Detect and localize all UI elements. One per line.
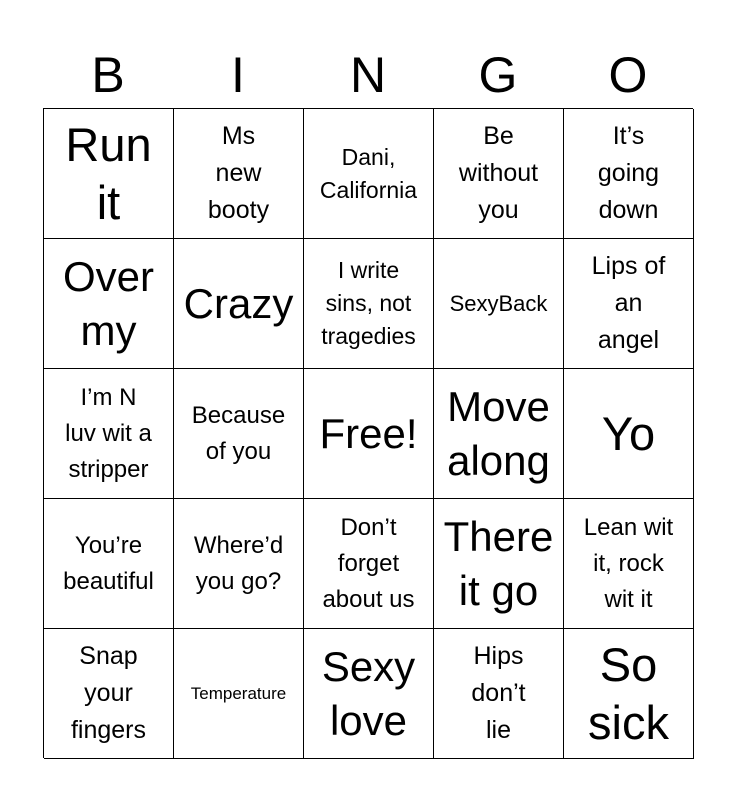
bingo-cell[interactable] [44,109,174,239]
bingo-cell[interactable] [174,239,304,369]
cell-text: Snap your fingers [70,642,147,744]
bingo-cell[interactable] [564,239,694,369]
bingo-cell[interactable] [44,499,174,629]
cell-text: Crazy [183,279,294,327]
bingo-cell[interactable] [174,109,304,239]
cell-text: Be without you [458,122,539,224]
cell-text: I write sins, not tragedies [321,257,416,349]
bingo-card-grid [43,108,693,758]
bingo-header [43,44,693,106]
bingo-cell[interactable] [304,499,434,629]
bingo-cell[interactable] [304,109,434,239]
cell-text: Lean wit it, rock wit it [583,513,674,613]
bingo-cell[interactable] [564,109,694,239]
cell-text: Temperature [190,683,287,703]
cell-text: Ms new booty [207,122,270,224]
bingo-cell[interactable] [434,109,564,239]
bingo-cell[interactable] [304,629,434,759]
bingo-cell[interactable] [434,369,564,499]
bingo-cell[interactable] [564,369,694,499]
cell-text: Free! [319,409,418,457]
header-letter-n: N [349,47,387,103]
cell-text: Lips of an angel [591,252,666,354]
cell-text: There it go [443,512,554,614]
bingo-cell[interactable] [44,629,174,759]
header-letter-b: B [91,47,125,103]
cell-text: It’s going down [597,122,660,224]
cell-text: Over my [62,252,154,354]
bingo-cell[interactable] [434,629,564,759]
bingo-cell[interactable] [174,629,304,759]
cell-text: Don’t forget about us [322,513,415,613]
bingo-cell[interactable] [434,499,564,629]
bingo-cell[interactable] [44,369,174,499]
bingo-cell[interactable] [174,499,304,629]
header-letter-g: G [478,47,518,103]
cell-text: Where’d you go? [193,531,284,595]
bingo-cell[interactable] [304,239,434,369]
bingo-cell[interactable] [174,369,304,499]
cell-text: Run it [65,117,152,229]
cell-text: You’re beautiful [63,531,154,595]
cell-text: I’m N luv wit a stripper [65,383,152,483]
bingo-cell[interactable] [434,239,564,369]
header-letter-o: O [608,47,648,103]
cell-text: Dani, California [319,143,418,203]
cell-text: Yo [601,406,656,460]
cell-text: Move along [447,382,550,484]
cell-text: So sick [588,637,669,749]
free-space[interactable] [304,369,434,499]
bingo-cell[interactable] [564,499,694,629]
cell-text: Hips don’t lie [471,642,526,744]
bingo-cell[interactable] [44,239,174,369]
cell-text: SexyBack [449,290,548,316]
cell-text: Because of you [191,401,286,465]
cell-text: Sexy love [321,642,416,744]
header-letter-i: I [231,47,245,103]
bingo-cell[interactable] [564,629,694,759]
